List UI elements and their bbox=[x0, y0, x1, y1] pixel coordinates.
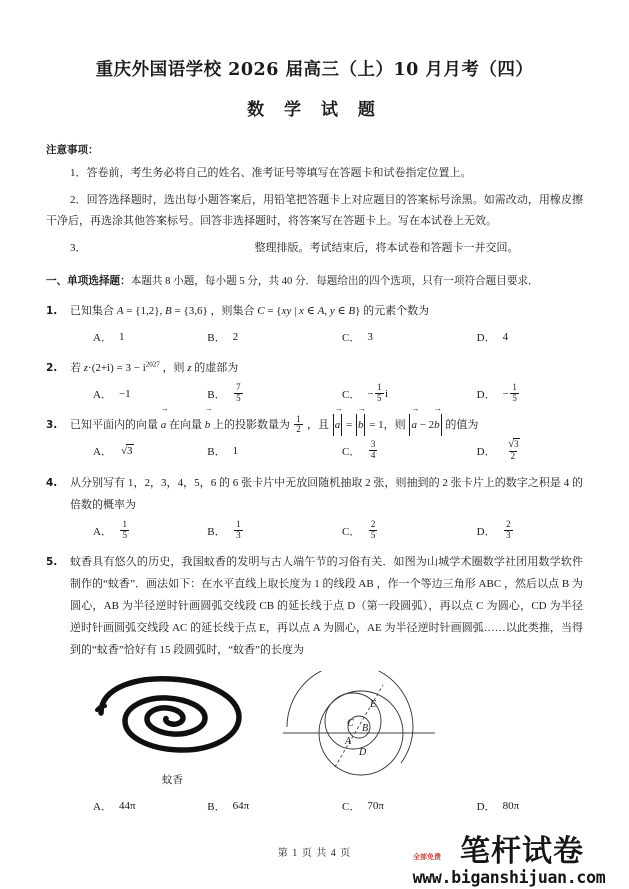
option-5-a[interactable]: A． 44π bbox=[93, 799, 136, 813]
geometry-figure bbox=[275, 671, 583, 784]
option-4-c[interactable]: C． $\frac{2}{5}$ bbox=[341, 518, 376, 540]
option-1-c[interactable]: C． 3 bbox=[341, 330, 373, 344]
option-4-a[interactable]: A． $\frac{1}{5}$ bbox=[93, 518, 127, 540]
question-2-text: 若 $z\cdot(2+i) = 3 - i^{2027}$ ，则 z 的虚部为 bbox=[70, 360, 239, 374]
section-header bbox=[46, 272, 583, 291]
note-item-3-text: 整理排版。考试结束后，将本试卷和答题卡一并交回。 bbox=[254, 241, 519, 254]
question-3 bbox=[46, 414, 583, 436]
watermark-url: www.biganshijuan.com bbox=[412, 867, 606, 887]
question-1-text: 已知集合 A = {1,2}, B = {3,6} ，则集合 C = {xy | x ∈ A, y ∈ B} 的元素个数为 bbox=[70, 304, 430, 317]
section-detail: 本题共 8 小题，每小题 5 分，共 40 分．每题给出的四个选项，只有一项符合题目要求． bbox=[130, 275, 539, 287]
note-item-3-number: 3． bbox=[70, 241, 87, 254]
arc-construction-diagram bbox=[283, 671, 473, 779]
watermark-free-tag: 全部免费 bbox=[413, 853, 441, 861]
option-5-b[interactable]: B． 64π bbox=[207, 799, 250, 813]
note-item-1: 1．答卷前，考生务必将自己的姓名、准考证号等填写在答题卡和试卷指定位置上。 bbox=[70, 166, 472, 179]
option-2-b[interactable]: B． $\frac{7}{5}$ bbox=[207, 382, 241, 403]
question-4-text: 从分别写有 1，2，3，4，5，6 的 6 张卡片中无放回随机抽取 2 张，则抽到的 2 张卡片上的数字之积是 4 的倍数的概率为 bbox=[70, 476, 583, 511]
question-5 bbox=[46, 551, 583, 661]
option-1-a[interactable]: A． 1 bbox=[93, 330, 125, 344]
option-5-c[interactable]: C． 70π bbox=[341, 799, 384, 813]
note-item-2: 2．回答选择题时，选出每小题答案后，用铅笔把答题卡上对应题目的答案标号涂黑。如需改动，用橡皮擦干净后，再选涂其他答案标号。回答非选择题时，将答案写在答题卡上。写在本试卷上无效。 bbox=[46, 193, 583, 227]
option-4-b[interactable]: B． $\frac{1}{3}$ bbox=[207, 518, 241, 540]
watermark-brand: 笔杆试卷 bbox=[460, 833, 584, 869]
question-5-options bbox=[70, 795, 583, 817]
mosquito-coil-caption: 蚊香 bbox=[162, 774, 183, 786]
question-1 bbox=[46, 300, 583, 322]
section-label: 一、单项选择题： bbox=[46, 274, 131, 287]
notes-heading: 注意事项： bbox=[46, 143, 99, 156]
label-D: D bbox=[359, 746, 367, 758]
option-2-d[interactable]: D． − $\frac{1}{5}$ bbox=[476, 382, 517, 403]
label-B: B bbox=[362, 722, 369, 734]
mosquito-coil-figure bbox=[70, 671, 275, 787]
label-E: E bbox=[370, 698, 377, 710]
option-5-d[interactable]: D． 80π bbox=[476, 799, 520, 813]
option-2-a[interactable]: A． −1 bbox=[93, 387, 131, 401]
q2-exponent: 2027 bbox=[145, 360, 160, 369]
question-1-options bbox=[70, 326, 583, 348]
question-5-text: 蚊香具有悠久的历史，我国蚊香的发明与古人端午节的习俗有关．如图为山城学术圈数学社团用数学软件制作的“蚊香”．画法如下：在水平直线上取长度为 1 的线段 AB ，作一个等边三角形 ABC ，然后以点 B 为圆心，AB 为半径逆时针画圆弧交线段 CB 的延长线于点 D（第一段圆弧），再以点 C 为圆心，CD 为半径逆时针画圆弧交线段 AC 的延长线于点 E，再以点 A 为圆心，AE 为半径逆时针画圆弧……以此类推，当得到的“蚊香”恰好有 15 段圆弧时，“蚊香”的长度为 bbox=[70, 555, 583, 656]
page-title: 重庆外国语学校 2026 届高三（上）10 月月考（四） bbox=[95, 60, 534, 80]
page-number-footer: 第 1 页 共 4 页 bbox=[277, 848, 352, 859]
option-1-b[interactable]: B． 2 bbox=[207, 330, 239, 344]
spiral-coil-icon bbox=[93, 671, 253, 763]
question-3-options bbox=[70, 440, 583, 463]
question-2-number: 2. bbox=[46, 361, 58, 374]
label-C: C bbox=[347, 717, 354, 729]
label-A: A bbox=[345, 735, 352, 747]
option-3-d[interactable]: D． $\frac{√3}{2}$ bbox=[476, 438, 519, 462]
question-4-number: 4. bbox=[46, 476, 58, 489]
option-3-c[interactable]: C． $\frac{3}{4}$ bbox=[341, 439, 376, 460]
option-4-d[interactable]: D． $\frac{2}{3}$ bbox=[476, 518, 511, 540]
question-2-options bbox=[70, 383, 583, 405]
page-subtitle: 数 学 试 题 bbox=[247, 99, 382, 120]
question-2 bbox=[46, 357, 583, 379]
question-4 bbox=[46, 472, 583, 516]
question-3-number: 3. bbox=[46, 418, 58, 431]
question-5-number: 5. bbox=[46, 555, 58, 568]
note-item-3 bbox=[46, 238, 583, 259]
question-3-text: 已知平面内的向量 a → 在向量 b → 上的投影数量为 $\frac{1}{2}$ ，且 a → = b → = 1，则 a → − 2b → 的值为 bbox=[70, 414, 583, 436]
question-5-figures bbox=[70, 671, 583, 787]
option-1-d[interactable]: D． 4 bbox=[476, 330, 509, 344]
question-4-options bbox=[70, 520, 583, 542]
question-1-number: 1. bbox=[46, 304, 58, 317]
option-3-b[interactable]: B． 1 bbox=[207, 444, 239, 458]
option-2-c[interactable]: C． − $\frac{1}{5}$ i bbox=[341, 382, 389, 403]
option-3-a[interactable]: A． √3 bbox=[93, 444, 133, 458]
